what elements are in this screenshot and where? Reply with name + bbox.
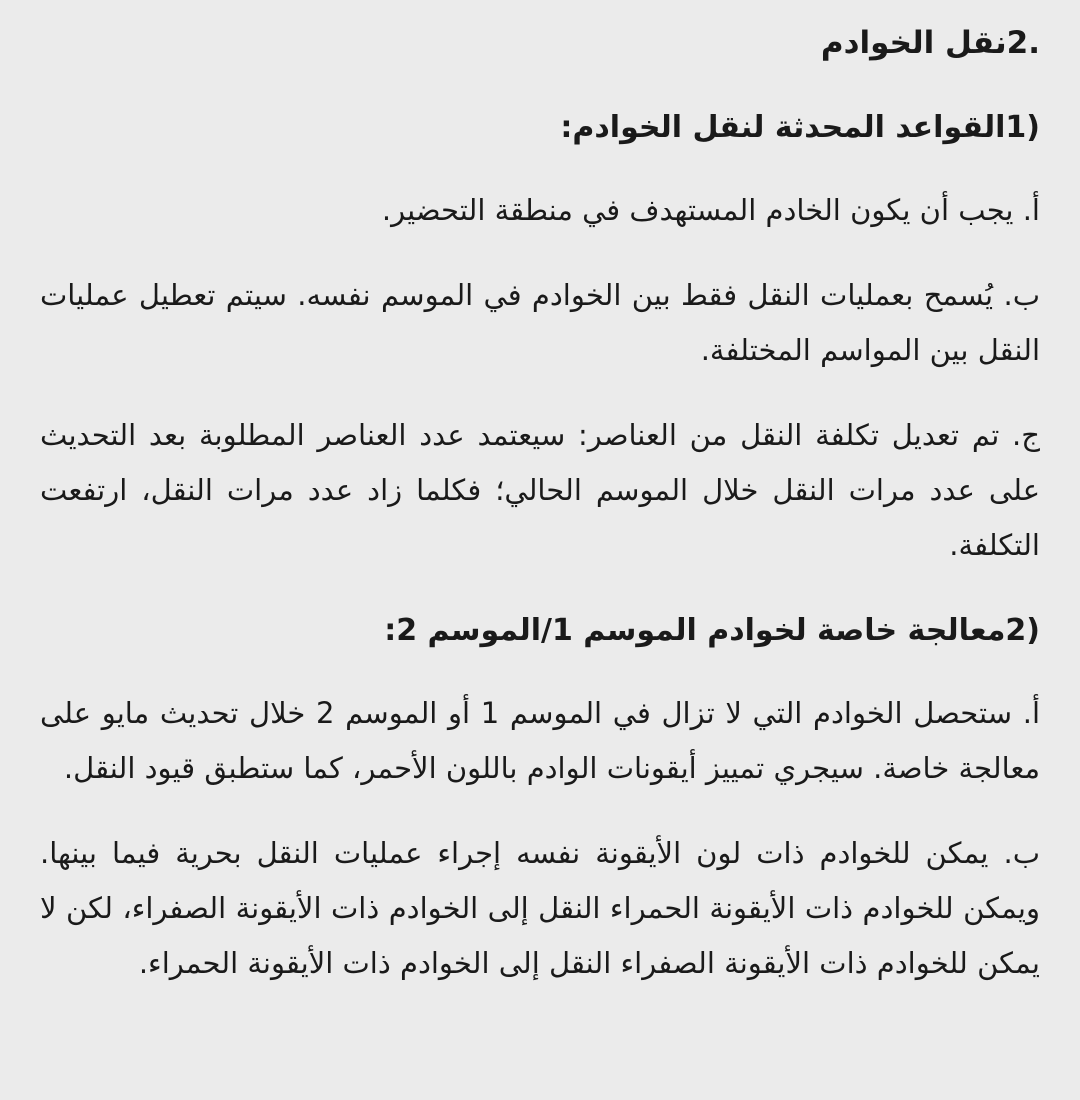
section-season-1-2-special-handling <box>40 603 1040 991</box>
section-1-heading: (1القواعد المحدثة لنقل الخوادم: <box>560 110 1040 145</box>
section-1-paragraph-a: أ. يجب أن يكون الخادم المستهدف في منطقة التحضير. <box>381 193 1040 227</box>
section-1-paragraph-b: ب. يُسمح بعمليات النقل فقط بين الخوادم في الموسم نفسه. سيتم تعطيل عمليات النقل بين المواسم المختلفة. <box>40 278 1040 367</box>
section-1-paragraph-c: ج. تم تعديل تكلفة النقل من العناصر: سيعتمد عدد العناصر المطلوبة بعد التحديث على عدد مرات النقل خلال الموسم الحالي؛ فكلما زاد عدد مرات النقل، ارتفعت التكلفة. <box>40 418 1040 562</box>
notice-title: .2نقل الخوادم <box>820 25 1040 61</box>
section-2-paragraph-b: ب. يمكن للخوادم ذات لون الأيقونة نفسه إجراء عمليات النقل بحرية فيما بينها. ويمكن للخوادم ذات الأيقونة الحمراء النقل إلى الخوادم ذات الأيقونة الصفراء، لكن لا يمكن للخوادم ذات الأيقونة الصفراء النقل إلى الخوادم ذات الأيقونة الحمراء. <box>40 836 1040 980</box>
section-2-paragraph-a: أ. ستحصل الخوادم التي لا تزال في الموسم 1 أو الموسم 2 خلال تحديث مايو على معالجة خاصة. سيجري تمييز أيقونات الوادم باللون الأحمر، كما ستطبق قيود النقل. <box>40 696 1041 785</box>
section-2-heading: (2معالجة خاصة لخوادم الموسم 1/الموسم 2: <box>384 613 1040 648</box>
section-updated-transfer-rules <box>40 100 1040 573</box>
